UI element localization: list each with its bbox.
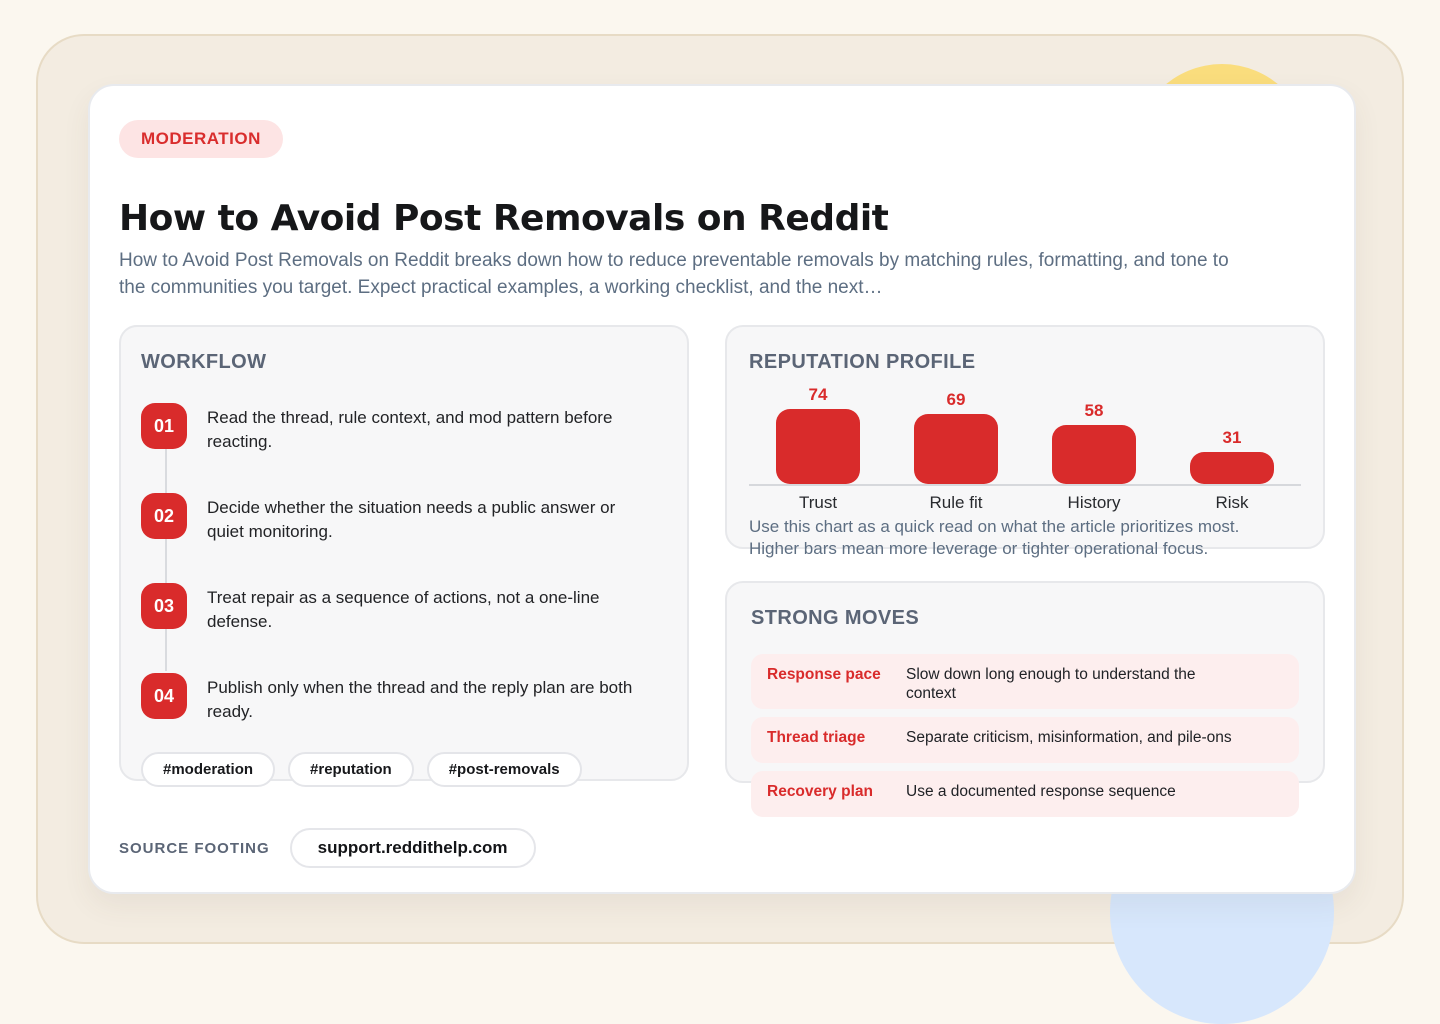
bar-value-label: 74 bbox=[808, 385, 828, 404]
chart-caption-line: Higher bars mean more leverage or tighter operational focus. bbox=[749, 538, 1209, 558]
workflow-step bbox=[141, 673, 667, 723]
bar-chart bbox=[749, 384, 1301, 513]
workflow-step bbox=[141, 493, 667, 543]
reputation-profile-panel bbox=[725, 325, 1325, 558]
bar-category-label: Rule fit bbox=[929, 493, 983, 512]
move-row bbox=[751, 654, 1299, 709]
page-title: How to Avoid Post Removals on Reddit bbox=[119, 198, 889, 239]
chart-baseline bbox=[749, 484, 1301, 486]
workflow-step bbox=[141, 583, 667, 633]
footer bbox=[119, 828, 1325, 868]
move-description: Slow down long enough to understand the context bbox=[906, 666, 1196, 702]
strong-moves-panel bbox=[725, 581, 1325, 800]
source-footing-label: SOURCE FOOTING bbox=[119, 839, 270, 857]
content-card bbox=[88, 84, 1356, 894]
bar-group bbox=[914, 390, 998, 484]
hashtag-post-removals[interactable]: #post-removals bbox=[427, 752, 582, 787]
step-number-badge: 04 bbox=[141, 673, 187, 719]
workflow-step bbox=[141, 403, 667, 453]
bar bbox=[776, 409, 860, 484]
right-column bbox=[725, 325, 1325, 800]
bar-category-label: Risk bbox=[1215, 493, 1249, 512]
workflow-panel bbox=[119, 325, 689, 781]
move-row bbox=[751, 717, 1299, 763]
chart-caption-line: Use this chart as a quick read on what the article prioritizes most. bbox=[749, 517, 1240, 536]
chart-caption bbox=[749, 516, 1301, 559]
bar-group bbox=[1190, 428, 1274, 484]
move-description: Use a documented response sequence bbox=[906, 783, 1176, 800]
step-text: Publish only when the thread and the reply plan are both ready. bbox=[207, 678, 633, 721]
workflow-steps bbox=[141, 403, 667, 723]
step-number-badge: 03 bbox=[141, 583, 187, 629]
bar-category-label: Trust bbox=[798, 493, 838, 512]
chart-title: REPUTATION PROFILE bbox=[749, 351, 976, 373]
step-text: Read the thread, rule context, and mod pattern before reacting. bbox=[207, 408, 613, 451]
main-columns bbox=[119, 325, 1325, 800]
step-connector-line bbox=[165, 443, 167, 671]
hashtag-list bbox=[141, 752, 667, 787]
bar bbox=[914, 414, 998, 484]
move-row bbox=[751, 771, 1299, 817]
move-description: Separate criticism, misinformation, and pile-ons bbox=[906, 729, 1232, 746]
bar bbox=[1190, 452, 1274, 484]
category-badge: MODERATION bbox=[119, 120, 283, 158]
hashtag-reputation[interactable]: #reputation bbox=[288, 752, 414, 787]
bar-value-label: 58 bbox=[1084, 401, 1104, 420]
source-link-pill[interactable]: support.reddithelp.com bbox=[290, 828, 536, 868]
bar-value-label: 69 bbox=[946, 390, 966, 409]
strong-moves-heading: STRONG MOVES bbox=[751, 607, 920, 629]
step-text: Decide whether the situation needs a public answer or quiet monitoring. bbox=[207, 498, 616, 541]
move-term: Thread triage bbox=[767, 729, 866, 746]
step-number-badge: 01 bbox=[141, 403, 187, 449]
bar-group bbox=[776, 385, 860, 484]
bar-chart-bars bbox=[749, 384, 1301, 484]
strong-moves-list bbox=[751, 654, 1299, 817]
step-number-badge: 02 bbox=[141, 493, 187, 539]
bar-value-label: 31 bbox=[1222, 428, 1242, 447]
step-text: Treat repair as a sequence of actions, not a one-line defense. bbox=[207, 588, 600, 631]
move-term: Response pace bbox=[767, 666, 881, 683]
bar-chart-categories bbox=[749, 493, 1301, 513]
page-subtitle: How to Avoid Post Removals on Reddit breaks down how to reduce preventable removals by matching rules, formatting, and tone to the communities you target. Expect practical examples, a working checklist, and the next… bbox=[119, 250, 1229, 298]
hashtag-moderation[interactable]: #moderation bbox=[141, 752, 275, 787]
bar bbox=[1052, 425, 1136, 484]
bar-group bbox=[1052, 401, 1136, 484]
bar-category-label: History bbox=[1067, 493, 1121, 512]
move-term: Recovery plan bbox=[767, 783, 873, 800]
workflow-heading: WORKFLOW bbox=[141, 351, 267, 373]
